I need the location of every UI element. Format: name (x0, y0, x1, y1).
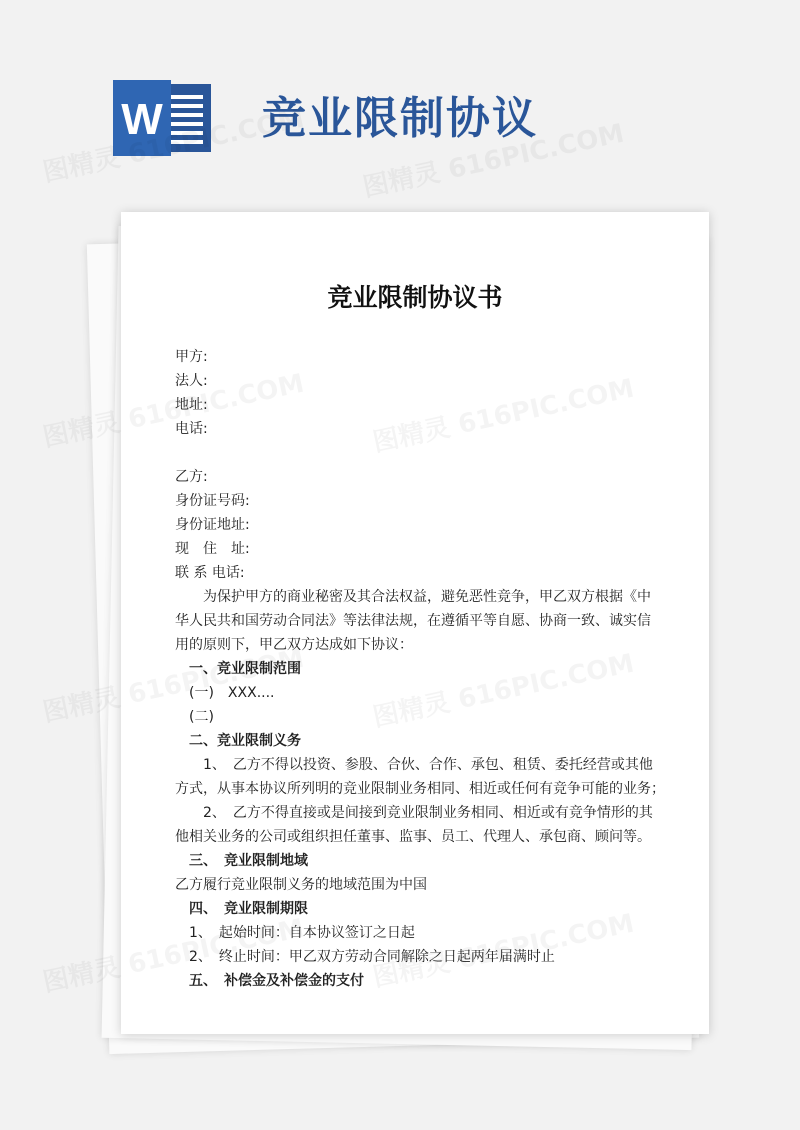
section-2-clause-line: 他相关业务的公司或组织担任董事、监事、员工、代理人、承包商、顾问等。 (175, 829, 651, 845)
section-3-heading: 三、 竞业限制地域 (175, 853, 308, 869)
spacer (175, 441, 645, 465)
section-2-clause-line: 方式，从事本协议所列明的竞业限制业务相同、相近或任何有竞争可能的业务； (175, 781, 665, 797)
word-logo-letter: W (121, 95, 163, 144)
section-2-heading: 二、竞业限制义务 (175, 733, 301, 749)
page-title: 竞业限制协议 (262, 93, 538, 144)
section-3-text: 乙方履行竞业限制义务的地域范围为中国 (175, 877, 427, 893)
document-page (121, 212, 709, 1034)
party-a-phone-label: 电话: (175, 421, 208, 437)
section-1-item: (二) (175, 709, 214, 725)
section-1-item: (一) XXX.... (175, 685, 275, 701)
section-1-heading: 一、竞业限制范围 (175, 661, 301, 677)
section-2-clause-line: 2、 乙方不得直接或是间接到竞业限制业务相同、相近或有竞争情形的其 (175, 805, 653, 821)
section-4-item: 2、 终止时间：甲乙双方劳动合同解除之日起两年届满时止 (175, 949, 555, 965)
section-2-clause-line: 1、 乙方不得以投资、参股、合伙、合作、承包、租赁、委托经营或其他 (175, 757, 653, 773)
preamble-line: 华人民共和国劳动合同法》等法律法规，在遵循平等自愿、协商一致、诚实信 (175, 613, 651, 629)
section-4-heading: 四、 竞业限制期限 (175, 901, 308, 917)
section-5-heading: 五、 补偿金及补偿金的支付 (175, 973, 364, 989)
section-4-item: 1、 起始时间：自本协议签订之日起 (175, 925, 415, 941)
party-a-legal-rep-label: 法人: (175, 373, 208, 389)
party-b-residence-label: 现 住 址: (175, 541, 250, 557)
preamble-line: 用的原则下，甲乙双方达成如下协议： (175, 637, 413, 653)
party-a-name-label: 甲方: (175, 349, 208, 365)
party-b-name-label: 乙方: (175, 469, 208, 485)
party-b-id-number-label: 身份证号码: (175, 493, 250, 509)
document-title: 竞业限制协议书 (327, 283, 503, 312)
party-a-address-label: 地址: (175, 397, 208, 413)
preamble-line: 为保护甲方的商业秘密及其合法权益，避免恶性竞争，甲乙双方根据《中 (175, 589, 651, 605)
word-app-icon (113, 80, 213, 156)
party-b-id-address-label: 身份证地址: (175, 517, 250, 533)
document-body (175, 345, 665, 993)
party-b-contact-phone-label: 联 系 电话: (175, 565, 245, 581)
